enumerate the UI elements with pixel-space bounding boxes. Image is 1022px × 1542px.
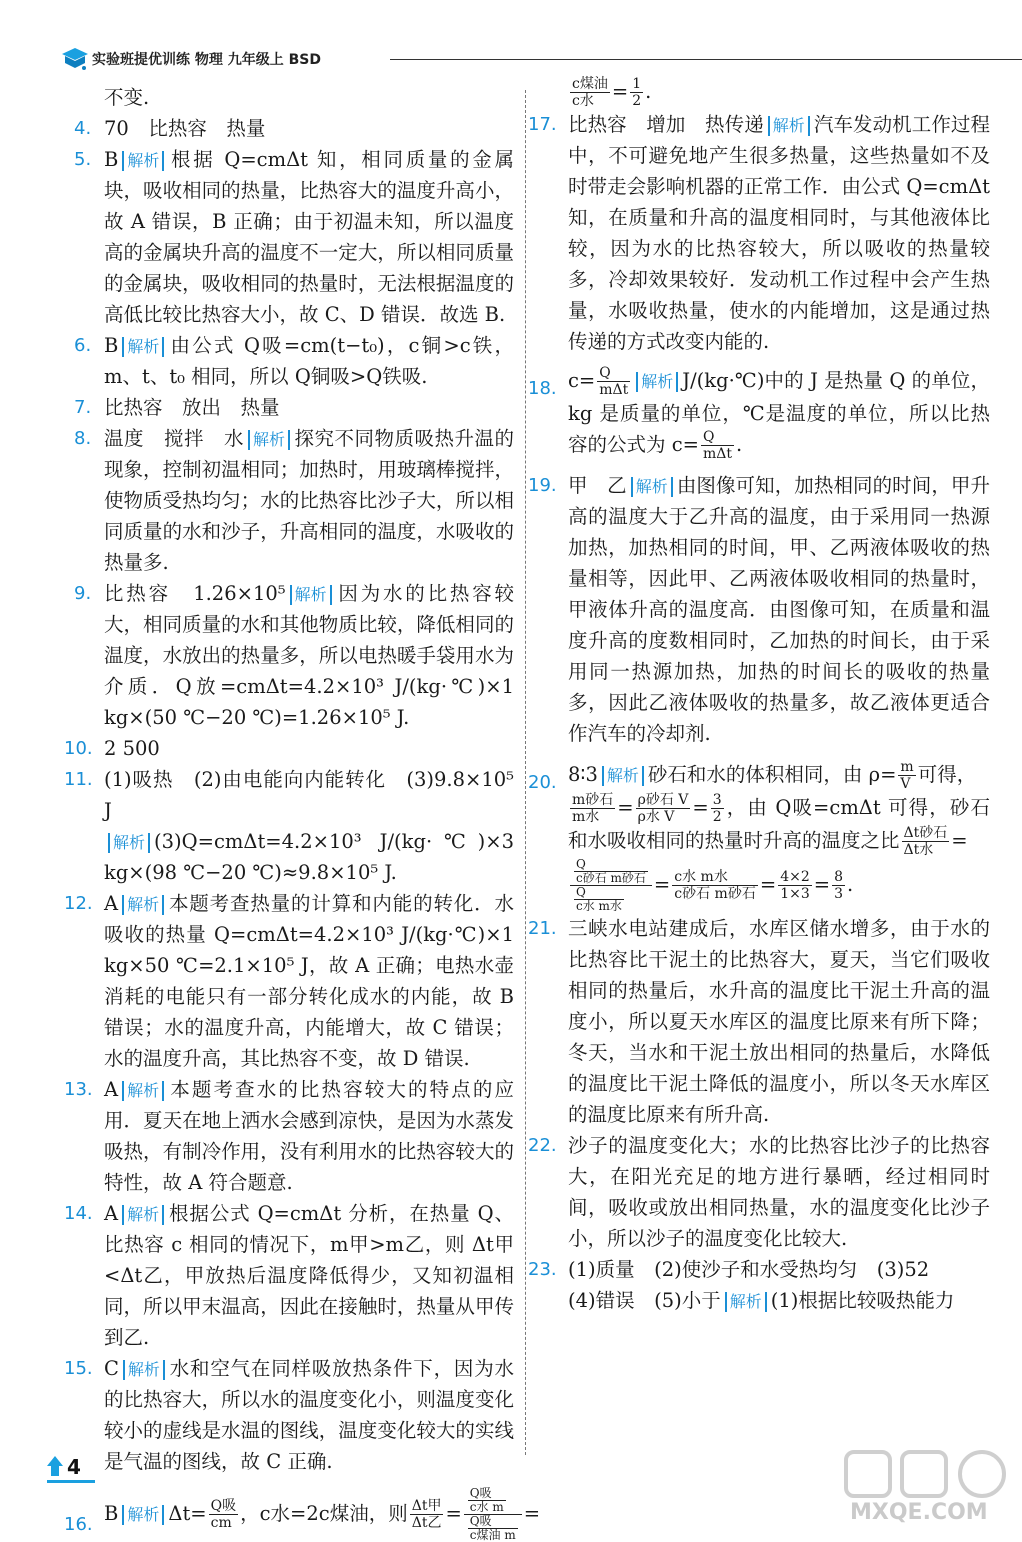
answer-text: 三峡水电站建成后，水库区储水增多，由于水的比热容比干泥土的比热容大，夏天，当它们吸收相同的热量后，水升高的温度比干泥土升高的温度小，所以夏天水库区的温度比原来有所下降；冬天，当水和干泥土放出相同的热量后，水降低的温度比干泥土降低的温度小，所以冬天水库区的温度比原来有所升高.: [568, 917, 990, 1126]
analysis-text: ，由 Q吸=cmΔt 可得，砂石和水吸收相同的热量时升高的温度之比: [568, 796, 990, 852]
item-number: 16.: [64, 1514, 93, 1535]
fraction: $\frac{Q}{\text{c砂石 m砂石}}$: [576, 857, 646, 885]
answer-choice: B: [104, 334, 119, 357]
answer-continuation: [76, 82, 514, 113]
answer-choice: 温度 搅拌 水: [104, 427, 244, 450]
answer-item-20: [528, 759, 990, 913]
answer-text: 70 比热容 热量: [104, 117, 266, 140]
watermark-logo-icon: [842, 1448, 1012, 1500]
analysis-tag: 解析: [631, 477, 673, 497]
answer-choice: B: [104, 1502, 119, 1525]
analysis-tag: 解析: [636, 372, 678, 392]
fraction: $\frac{\text{Q吸}}{\text{c煤油 m}}$: [469, 1514, 516, 1542]
analysis-tag: 解析: [122, 1081, 164, 1101]
answer-choice: 比热容 1.26×10⁵: [104, 582, 286, 605]
formula-text: Δt=: [168, 1502, 207, 1525]
answer-choice: 比热容 增加 热传递: [568, 113, 764, 136]
page-header: [60, 46, 980, 76]
analysis-tag: 解析: [248, 430, 290, 450]
answer-item-22: [528, 1130, 990, 1254]
fraction: $\frac{\text{Q吸}}{\text{c水 m}}$: [469, 1486, 504, 1514]
analysis-tag: 解析: [768, 116, 810, 136]
formula-text: c=: [568, 369, 596, 392]
analysis-text: 本题考查热量的计算和内能的转化．水吸收的热量 Q=cmΔt=4.2×10³ J/(kg·℃)×1 kg×50 ℃=2.1×10⁵ J，故 A 正确；电热水壶消耗的电能只有一部分转化成水的内能，故 B 错误；水的温度升高，内能增大，故 C 错误；水的温度升高，其比热容不变，故 D 错误.: [104, 892, 514, 1070]
item-number: 13.: [64, 1079, 93, 1100]
analysis-text: 砂石和水的体积相同，由 ρ=: [647, 763, 897, 786]
answer-text: 比热容 放出 热量: [104, 396, 280, 419]
item-number: 11.: [64, 769, 93, 790]
analysis-text: (1)根据比较吸热能力: [770, 1289, 955, 1312]
item-number: 10.: [64, 738, 93, 759]
item-number: 20.: [528, 772, 557, 793]
compound-fraction: [570, 858, 652, 913]
item-number: 12.: [64, 893, 93, 914]
answer-item-12: [64, 888, 514, 1074]
fraction: $\frac{\text{ρ砂石 V}}{\text{ρ水 V}}$: [637, 792, 689, 825]
compound-fraction: [464, 1487, 522, 1542]
fraction: $\frac{Q}{\text{mΔt}}$: [599, 365, 629, 398]
answer-item-4: [76, 113, 514, 144]
answer-choice: A: [104, 1202, 119, 1225]
analysis-tag: 解析: [602, 766, 644, 786]
answer-choice: B: [104, 148, 119, 171]
page-number: 4: [67, 1455, 81, 1479]
item-number: 8.: [74, 428, 92, 449]
formula-text: =: [611, 80, 629, 103]
answer-text: 2 500: [104, 737, 160, 760]
header-title: 实验班提优训练 物理 九年级上 BSD: [92, 52, 321, 68]
formula-text: .: [735, 433, 743, 456]
formula-text: =: [692, 796, 709, 819]
formula-text: =: [759, 873, 777, 896]
answer-item-13: [64, 1074, 514, 1198]
answer-text: (1)质量 (2)使沙子和水受热均匀 (3)52: [568, 1258, 930, 1281]
book-logo-icon: [60, 46, 90, 72]
answer-item-17: [528, 109, 990, 357]
fraction: $\frac{8}{3}$: [834, 869, 843, 902]
item-number: 17.: [528, 114, 557, 135]
analysis-text: (3)Q=cmΔt=4.2×10³ J/(kg·℃)×3 kg×(98 ℃−20 ℃)≈9.8×10⁵ J.: [104, 830, 514, 884]
item-number: 23.: [528, 1259, 557, 1280]
formula-text: =: [445, 1502, 462, 1525]
analysis-text: 因为水的比热容较大，相同质量的水和其他物质比较，降低相同的温度，水放出的热量多，所以电热暖手袋用水为介质．Q放=cmΔt=4.2×10³ J/(kg·℃)×1 kg×(50 ℃−20 ℃)=1.26×10⁵ J.: [104, 582, 514, 729]
header-rule: [390, 59, 1022, 60]
answer-item-7: [76, 392, 514, 423]
item-number: 22.: [528, 1135, 557, 1156]
answer-item-18: [528, 365, 990, 462]
formula-text: .: [847, 873, 854, 896]
item-number: 9.: [74, 583, 92, 604]
watermark-text: MXQE.COM: [850, 1500, 988, 1525]
answer-text: 不变.: [104, 86, 150, 109]
formula-text: =: [617, 796, 634, 819]
fraction: $\frac{Q}{\text{c水 m水}}$: [576, 885, 622, 913]
fraction: $\frac{\text{Δt甲}}{\text{Δt乙}}$: [411, 1498, 442, 1531]
analysis-tag: 解析: [290, 585, 332, 605]
fraction: $\frac{m}{V}$: [900, 759, 914, 792]
item-number: 7.: [74, 397, 92, 418]
formula-text: =: [813, 873, 831, 896]
answer-item-23: [528, 1254, 990, 1316]
item-number: 15.: [64, 1358, 93, 1379]
answer-item-9: [76, 578, 514, 733]
analysis-tag: 解析: [725, 1292, 767, 1312]
answer-choice: C: [104, 1357, 119, 1380]
analysis-text: 由图像可知，加热相同的时间，甲升高的温度大于乙升高的温度，由于采用同一热源加热，加热相同的时间，甲、乙两液体吸收的热量相等，因此甲、乙两液体吸收相同的热量时，甲液体升高的温度高．由图像可知，在质量和温度升高的度数相同时，乙加热的时间长，由于采用同一热源加热，加热的时间长的吸收的热量多，因此乙液体吸收的热量多，故乙液体更适合作汽车的冷却剂.: [568, 474, 990, 745]
answer-item-15: [64, 1353, 514, 1477]
formula-text: .: [645, 80, 652, 103]
analysis-tag: 解析: [122, 895, 164, 915]
answer-item-11: [64, 764, 514, 888]
item-number: 5.: [74, 149, 92, 170]
fraction: $\frac{3}{2}$: [712, 792, 722, 825]
formula-text: ，c水=2c煤油，则: [240, 1502, 408, 1525]
fraction: $\frac{\text{Q吸}}{cm}$: [210, 1498, 237, 1531]
fraction: $\frac{Q}{\text{mΔt}}$: [702, 429, 732, 462]
fraction: $\frac{\text{Δt砂石}}{\text{Δt水}}$: [903, 825, 948, 858]
answer-choice: A: [104, 892, 119, 915]
answer-item-5: [76, 144, 514, 330]
analysis-text: 探究不同物质吸热升温的现象，控制初温相同；加热时，用玻璃棒搅拌，使物质受热均匀；水的比热容比沙子大，所以相同质量的水和沙子，升高相同的温度，水吸收的热量多.: [104, 427, 514, 574]
analysis-text: 可得，: [917, 763, 977, 786]
item-number: 18.: [528, 378, 557, 399]
item-number: 4.: [74, 118, 92, 139]
analysis-text: 水和空气在同样吸放热条件下，因为水的比热容大，所以水的温度变化小，则温度变化较小的虚线是水温的图线，温度变化较大的实线是气温的图线，故 C 正确.: [104, 1357, 514, 1473]
answer-choice: A: [104, 1078, 119, 1101]
answer-item-6: [76, 330, 514, 392]
analysis-tag: 解析: [123, 1360, 165, 1380]
answer-item-16: [64, 1486, 541, 1542]
answer-item-8: [76, 423, 514, 578]
right-column: [528, 76, 990, 1316]
analysis-text: 根据公式 Q=cmΔt 分析，在热量 Q、比热容 c 相同的情况下，m甲>m乙，则 Δt甲<Δt乙，甲放热后温度降低得少，又知初温相同，所以甲末温高，因此在接触时，热量从甲传到乙.: [104, 1202, 514, 1349]
item-number: 19.: [528, 475, 557, 496]
analysis-tag: 解析: [122, 1205, 164, 1225]
analysis-text: 汽车发动机工作过程中，不可避免地产生很多热量，这些热量如不及时带走会影响机器的正常工作．由公式 Q=cmΔt 知，在质量和升高的温度相同时，与其他液体比较，因为水的比热容较大，所以吸收的热量较多，冷却效果较好．发动机工作过程中会产生热量，水吸收热量，使水的内能增加，这是通过热传递的方式改变内能的.: [568, 113, 990, 353]
item-number: 6.: [74, 335, 92, 356]
fraction: $\frac{1}{2}$: [632, 76, 642, 109]
answer-item-10: [64, 733, 514, 764]
formula-text: =: [951, 829, 968, 852]
fraction: $\frac{4\times 2}{1\times 3}$: [780, 869, 810, 902]
formula-text: =: [653, 873, 671, 896]
answer-item-19: [528, 470, 990, 749]
left-column: [64, 82, 541, 1542]
fraction: $\frac{\text{c水 m水}}{\text{c砂石 m砂石}}$: [674, 869, 756, 902]
analysis-tag: 解析: [122, 337, 164, 357]
answer-item-14: [64, 1198, 514, 1353]
fraction: $\frac{\text{m砂石}}{\text{m水}}$: [572, 792, 614, 825]
analysis-text: 本题考查水的比热容较大的特点的应用．夏天在地上洒水会感到凉快，是因为水蒸发吸热，有制冷作用，没有利用水的比热容较大的特性，故 A 符合题意.: [104, 1078, 514, 1194]
analysis-text: 根据 Q=cmΔt 知，相同质量的金属块，吸收相同的热量，比热容大的温度升高小，故 A 错误，B 正确；由于初温未知，所以温度高的金属块升高的温度不一定大，所以相同质量的金属块，吸收相同的热量时，无法根据温度的高低比较比热容大小，故 C、D 错误．故选 B.: [104, 148, 514, 326]
item-number: 21.: [528, 918, 557, 939]
column-divider: [525, 90, 526, 1455]
fraction: $\frac{\text{c煤油}}{\text{c水}}$: [572, 76, 608, 109]
answer-text: 沙子的温度变化大；水的比热容比沙子的比热容大，在阳光充足的地方进行暴晒，经过相同时间，吸收或放出相同热量，水的温度变化比沙子小，所以沙子的温度变化比较大.: [568, 1134, 990, 1250]
analysis-text: J/(kg·℃)中的 J 是热量 Q 的单位，kg 是质量的单位，℃是温度的单位，所以比热容的公式为 c=: [568, 369, 990, 456]
answer-continuation: [540, 76, 990, 109]
page-number-badge: [45, 1452, 97, 1486]
answer-item-21: [528, 913, 990, 1130]
site-watermark: [842, 1448, 1012, 1528]
answer-text: (1)吸热 (2)由电能向内能转化 (3)9.8×10⁵ J: [104, 768, 514, 822]
answer-choice: 8∶3: [568, 763, 598, 786]
analysis-tag: 解析: [122, 151, 164, 171]
answer-text: (4)错误 (5)小于: [568, 1289, 721, 1312]
analysis-text: 由公式 Q吸=cm(t−t₀)，c铜>c铁，m、t、t₀ 相同，所以 Q铜吸>Q铁吸.: [104, 334, 514, 388]
formula-text: =: [523, 1502, 541, 1525]
answer-choice: 甲 乙: [568, 474, 627, 497]
analysis-tag: 解析: [122, 1505, 164, 1525]
analysis-tag: 解析: [108, 833, 150, 853]
item-number: 14.: [64, 1203, 93, 1224]
